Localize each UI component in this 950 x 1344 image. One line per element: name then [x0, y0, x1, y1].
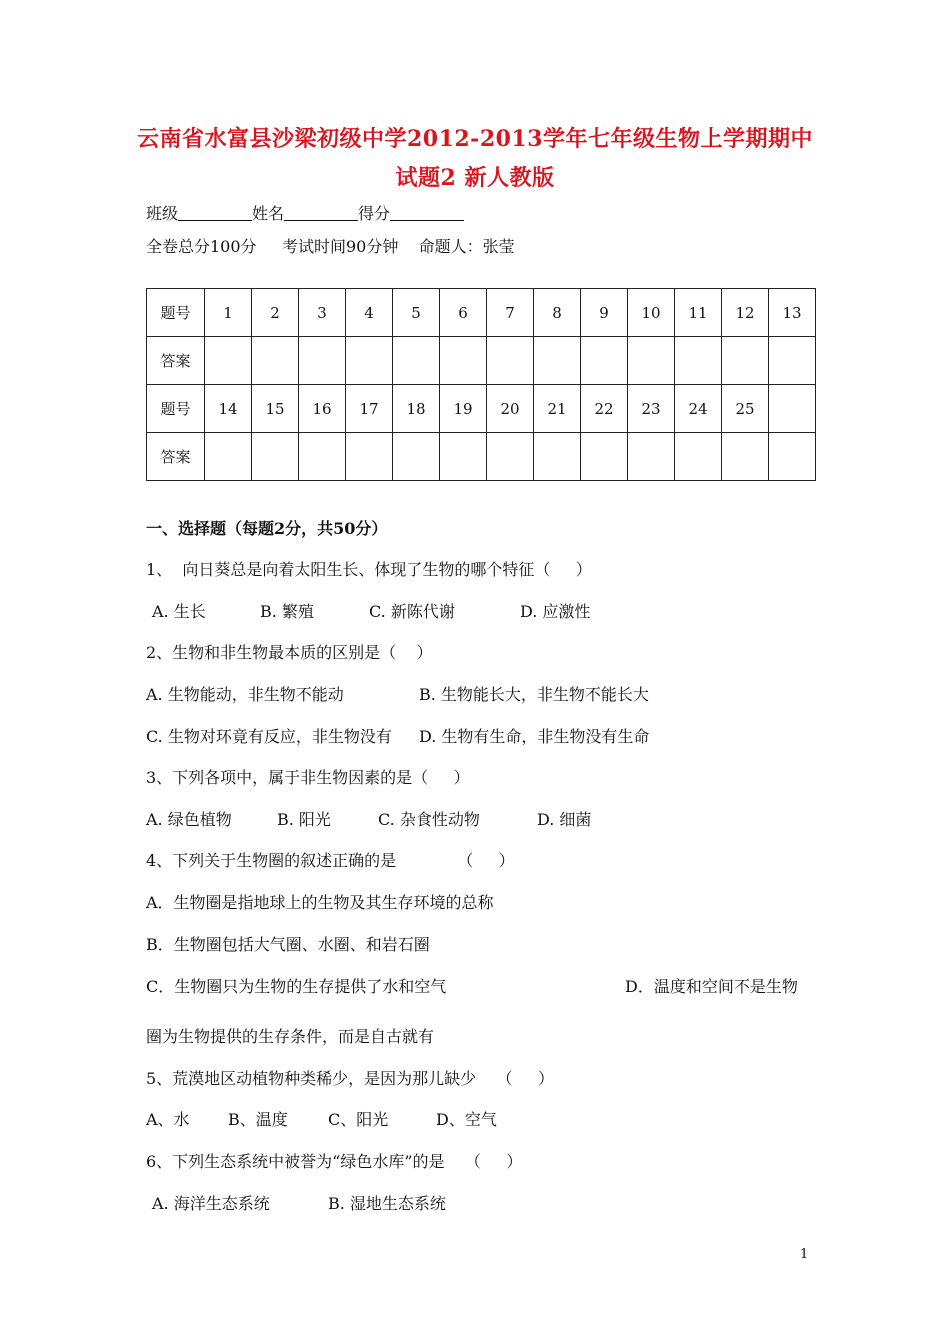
table-row	[147, 385, 816, 433]
row-label-answer: 答案	[147, 433, 205, 481]
document-title-line-2: 试题2 新人教版	[395, 165, 555, 191]
question-stem: 6、下列生态系统中被誉为“绿色水库”的是 （ ）	[146, 1152, 523, 1171]
question-stem: 3、下列各项中，属于非生物因素的是（ ）	[146, 768, 470, 787]
answer-cell[interactable]	[581, 337, 628, 385]
question-number-cell: 13	[769, 289, 816, 337]
answer-cell[interactable]	[534, 433, 581, 481]
score-blank[interactable]	[390, 204, 464, 221]
question-number-cell: 15	[252, 385, 299, 433]
option: C. 杂食性动物	[378, 810, 480, 829]
answer-cell[interactable]	[393, 433, 440, 481]
question-number-cell: 3	[299, 289, 346, 337]
class-blank[interactable]	[178, 204, 252, 221]
row-label-number: 题号	[147, 289, 205, 337]
option: D. 生物有生命，非生物没有生命	[419, 727, 650, 746]
answer-cell[interactable]	[628, 337, 675, 385]
name-label: 姓名	[252, 204, 285, 223]
class-label: 班级	[146, 204, 179, 223]
question-number-cell: 17	[346, 385, 393, 433]
option: C、阳光	[328, 1110, 389, 1129]
question-stem: 4、下列关于生物圈的叙述正确的是 （ ）	[146, 851, 515, 870]
answer-cell[interactable]	[252, 337, 299, 385]
option: D. 应激性	[520, 602, 591, 621]
question-number-cell: 10	[628, 289, 675, 337]
answer-cell[interactable]	[581, 433, 628, 481]
question-number-cell: 16	[299, 385, 346, 433]
question-number-cell: 25	[722, 385, 769, 433]
option: A. 绿色植物	[146, 810, 232, 829]
answer-cell[interactable]	[346, 337, 393, 385]
answer-cell[interactable]	[346, 433, 393, 481]
question-number-cell: 21	[534, 385, 581, 433]
option-continuation: 圈为生物提供的生存条件，而是自古就有	[146, 1027, 435, 1046]
question-stem: 5、荒漠地区动植物种类稀少，是因为那儿缺少 （ ）	[146, 1069, 554, 1088]
option: B. 生物能长大，非生物不能长大	[419, 685, 649, 704]
answer-cell[interactable]	[299, 433, 346, 481]
question-number-cell: 1	[205, 289, 252, 337]
name-blank[interactable]	[284, 204, 358, 221]
question-number-cell: 9	[581, 289, 628, 337]
question-number-cell: 2	[252, 289, 299, 337]
row-label-number: 题号	[147, 385, 205, 433]
question-stem: 1、 向日葵总是向着太阳生长、体现了生物的哪个特征（ ）	[146, 560, 592, 579]
answer-cell[interactable]	[769, 337, 816, 385]
answer-cell[interactable]	[205, 433, 252, 481]
answer-cell[interactable]	[769, 433, 816, 481]
answer-cell[interactable]	[722, 337, 769, 385]
exam-info: 全卷总分100分 考试时间90分钟 命题人：张莹	[146, 237, 515, 256]
option: C. 生物对环竟有反应，非生物没有	[146, 727, 392, 746]
question-number-cell: 5	[393, 289, 440, 337]
option: A、水	[146, 1110, 190, 1129]
option: A．生物圈是指地球上的生物及其生存环境的总称	[146, 893, 494, 912]
option: A. 生长	[152, 602, 206, 621]
answer-cell[interactable]	[440, 337, 487, 385]
question-stem: 2、生物和非生物最本质的区别是（ ）	[146, 643, 433, 662]
question-number-cell: 20	[487, 385, 534, 433]
answer-cell[interactable]	[393, 337, 440, 385]
option: B．生物圈包括大气圈、水圈、和岩石圈	[146, 935, 430, 954]
answer-cell[interactable]	[252, 433, 299, 481]
question-number-cell: 18	[393, 385, 440, 433]
row-label-answer: 答案	[147, 337, 205, 385]
option: C．生物圈只为生物的生存提供了水和空气	[146, 977, 447, 996]
answer-cell[interactable]	[487, 433, 534, 481]
question-number-cell: 24	[675, 385, 722, 433]
document-title-line-1: 云南省水富县沙梁初级中学2012-2013学年七年级生物上学期期中	[136, 126, 814, 152]
table-row	[147, 289, 816, 337]
answer-cell[interactable]	[487, 337, 534, 385]
question-number-cell: 11	[675, 289, 722, 337]
answer-cell[interactable]	[722, 433, 769, 481]
question-number-cell: 8	[534, 289, 581, 337]
score-label: 得分	[358, 204, 391, 223]
question-number-cell: 23	[628, 385, 675, 433]
student-info-line	[146, 201, 464, 224]
option: A. 生物能动，非生物不能动	[146, 685, 344, 704]
answer-cell[interactable]	[675, 433, 722, 481]
table-row	[147, 337, 816, 385]
question-number-cell: 14	[205, 385, 252, 433]
option: B. 阳光	[277, 810, 331, 829]
question-number-cell: 4	[346, 289, 393, 337]
question-number-cell	[769, 385, 816, 433]
answer-table	[146, 288, 816, 481]
section-heading: 一、选择题（每题2分，共50分）	[146, 519, 388, 538]
option: A. 海洋生态系统	[152, 1194, 270, 1213]
option: D、空气	[436, 1110, 497, 1129]
answer-cell[interactable]	[440, 433, 487, 481]
question-number-cell: 6	[440, 289, 487, 337]
option: D．温度和空间不是生物	[625, 977, 798, 996]
answer-cell[interactable]	[205, 337, 252, 385]
answer-cell[interactable]	[299, 337, 346, 385]
answer-cell[interactable]	[675, 337, 722, 385]
option: C. 新陈代谢	[369, 602, 455, 621]
question-number-cell: 12	[722, 289, 769, 337]
question-number-cell: 19	[440, 385, 487, 433]
question-number-cell: 7	[487, 289, 534, 337]
answer-cell[interactable]	[534, 337, 581, 385]
page-number: 1	[800, 1247, 809, 1262]
option: B、温度	[228, 1110, 288, 1129]
option: B. 繁殖	[260, 602, 314, 621]
question-number-cell: 22	[581, 385, 628, 433]
answer-cell[interactable]	[628, 433, 675, 481]
table-row	[147, 433, 816, 481]
option: B. 湿地生态系统	[328, 1194, 446, 1213]
option: D. 细菌	[537, 810, 592, 829]
